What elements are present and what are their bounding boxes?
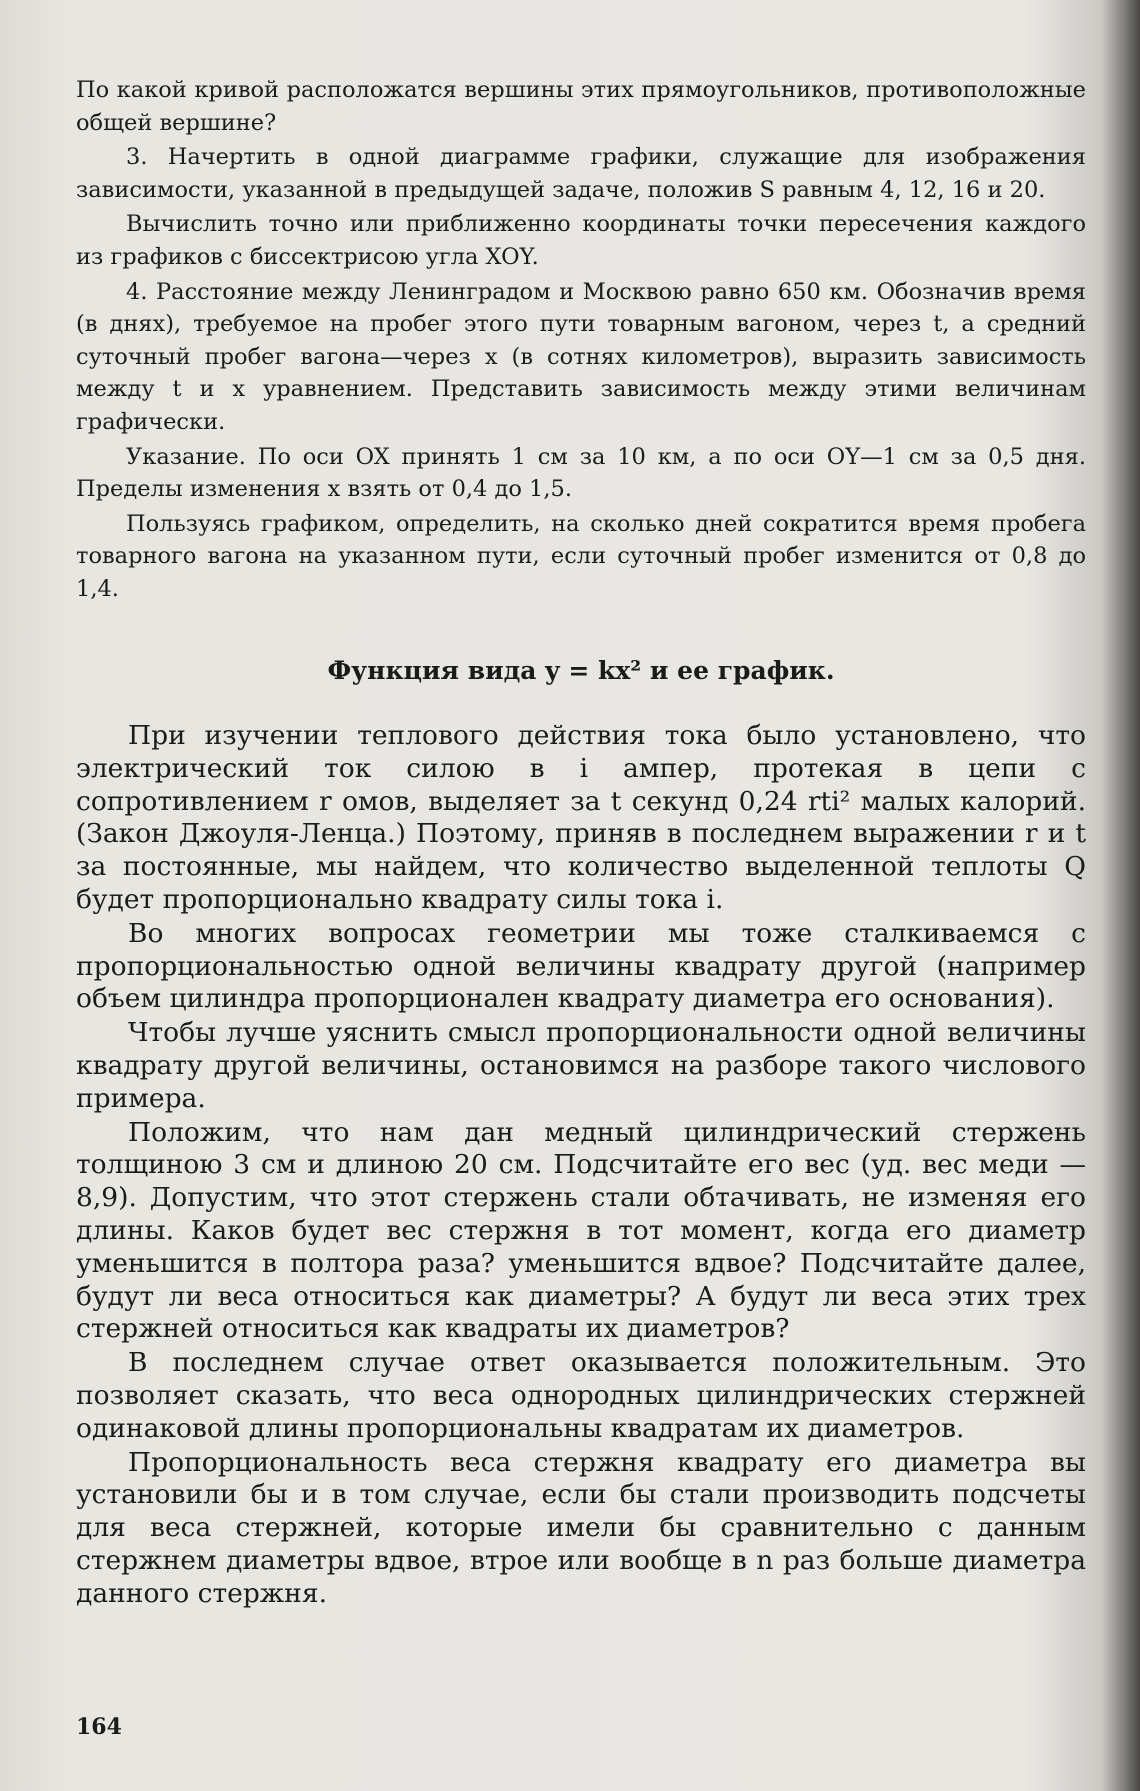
section-heading: Функция вида y = kx² и ее график. [327,656,835,685]
exercise-paragraph: 3. Начертить в одной диаграмме графики, служащие для изображения зависимости, указанной в предыдущей задаче, положив S равным 4, 12, 16 и 20. [76,144,1086,203]
page-edge-shadow [1100,0,1140,1791]
exercise-block [76,72,1086,606]
body-paragraph: Положим, что нам дан медный цилиндрический стержень толщиною 3 см и длиною 20 см. Подсчитайте его вес (уд. вес меди — 8,9). Допустим, что этот стержень стали обтачивать, не изменяя его длины. Каков будет вес стержня в тот момент, когда его диаметр уменьшится в полтора раза? уменьшится вдвое? Подсчитайте далее, будут ли веса относиться как диаметры? А будут ли веса этих трех стержней относиться как квадраты их диаметров? [76,1116,1086,1345]
exercise-paragraph: Указание. По оси OX принять 1 см за 10 км, а по оси OY—1 см за 0,5 дня. Пределы изменения x взять от 0,4 до 1,5. [76,443,1086,503]
body-paragraph: При изучении теплового действия тока было установлено, что электрический ток силою в i ампер, протекая в цепи с сопротивлением r омов, выделяет за t секунд 0,24 rti² малых калорий. (Закон Джоуля-Ленца.) Поэтому, приняв в последнем выражении r и t за постоянные, мы найдем, что количество выделенной теплоты Q будет пропорционально квадрату силы тока i. [76,720,1086,915]
body-paragraph: Пропорциональность веса стержня квадрату его диаметра вы установили бы и в том случае, если бы стали производить подсчеты для веса стержней, которые имели бы сравнительно с данным стержнем диаметры вдвое, втрое или вообще в n раз больше диаметра данного стержня. [76,1446,1086,1609]
exercise-paragraph: 4. Расстояние между Ленинградом и Москвою равно 650 км. Обозначив время (в днях), требуемое на пробег этого пути товарным вагоном, через t, а средний суточный пробег вагона—через x (в сотнях километров), выразить зависимость между t и x уравнением. Представить зависимость между этими величинам графически. [76,278,1086,435]
body-paragraph: В последнем случае ответ оказывается положительным. Это позволяет сказать, что веса однородных цилиндрических стержней одинаковой длины пропорциональны квадратам их диаметров. [76,1347,1086,1444]
body-paragraph: Чтобы лучше уяснить смысл пропорциональности одной величины квадрату другой величины, остановимся на разборе такого числового примера. [76,1017,1086,1114]
page-number: 164 [76,1714,122,1740]
exercise-paragraph: Пользуясь графиком, определить, на сколько дней сократится время пробега товарного вагона на указанном пути, если суточный пробег изменится от 0,8 до 1,4. [76,510,1086,602]
exercise-paragraph: Вычислить точно или приближенно координаты точки пересечения каждого из графиков с биссектрисою угла XOY. [76,211,1086,270]
body-paragraph: Во многих вопросах геометрии мы тоже сталкиваемся с пропорциональностью одной величины квадрату другой (например объем цилиндра пропорционален квадрату диаметра его основания). [76,917,1086,1015]
exercise-paragraph: По какой кривой расположатся вершины этих прямоугольников, противоположные общей вершине? [76,77,1086,136]
main-text-block [76,720,1086,1612]
